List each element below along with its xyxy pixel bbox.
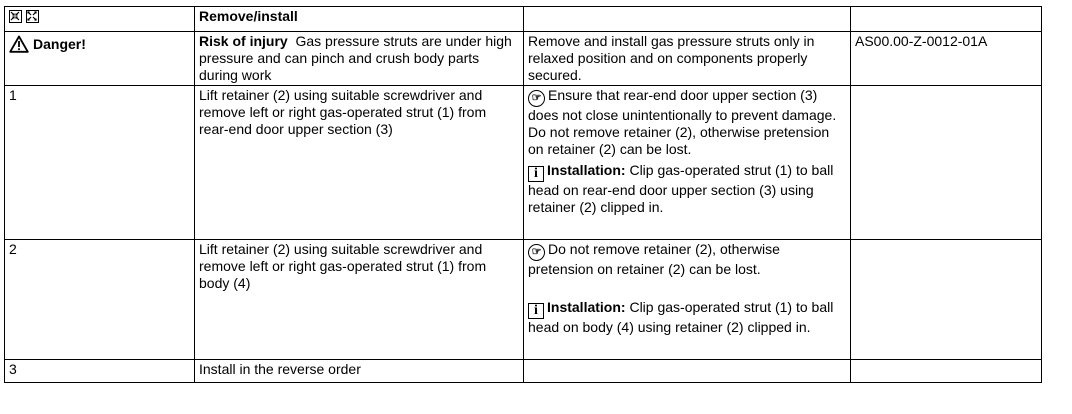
step-notes-cell bbox=[524, 86, 851, 240]
risk-cell bbox=[195, 32, 524, 86]
step-number: 2 bbox=[5, 240, 195, 360]
notice-block bbox=[528, 241, 846, 278]
info-icon: i bbox=[528, 166, 544, 182]
step-empty-cell bbox=[851, 86, 1042, 240]
notice-text-2: Do not remove retainer (2), otherwise pretension on retainer (2) can be lost. bbox=[528, 124, 830, 157]
header-empty-cell bbox=[851, 7, 1042, 32]
step-notes-cell bbox=[524, 240, 851, 360]
warning-triangle-icon bbox=[9, 35, 29, 53]
step-number: 3 bbox=[5, 360, 195, 383]
risk-text: Gas pressure struts are under high pressure and can pinch and crush body parts during work bbox=[199, 33, 512, 83]
step-row bbox=[5, 360, 1042, 383]
installation-text: Clip gas-operated strut (1) to ball head on rear-end door upper section (3) using retainer (2) clipped in. bbox=[528, 162, 834, 215]
danger-cell bbox=[5, 32, 195, 86]
step-instruction: Lift retainer (2) using suitable screwdriver and remove left or right gas-operated strut (1) from rear-end door upper section (3) bbox=[195, 86, 524, 240]
remove-icon bbox=[9, 10, 22, 23]
header-icons-cell bbox=[5, 7, 195, 32]
danger-row bbox=[5, 32, 1042, 86]
risk-label: Risk of injury bbox=[199, 33, 288, 49]
notice-text: Ensure that rear-end door upper section (3) does not close unintentionally to prevent damage. bbox=[528, 87, 837, 123]
info-icon: i bbox=[528, 303, 544, 319]
danger-label: Danger! bbox=[33, 35, 86, 52]
document-code: AS00.00-Z-0012-01A bbox=[851, 32, 1042, 86]
installation-note bbox=[528, 299, 846, 336]
installation-note bbox=[528, 162, 846, 216]
step-instruction: Install in the reverse order bbox=[195, 360, 524, 383]
remedy-text: Remove and install gas pressure struts only in relaxed position and on components properly secured. bbox=[524, 32, 851, 86]
installation-label: Installation: bbox=[547, 162, 626, 178]
procedure-table bbox=[4, 6, 1042, 383]
step-row bbox=[5, 86, 1042, 240]
step-empty-cell bbox=[851, 240, 1042, 360]
notice-text: Do not remove retainer (2), otherwise pretension on retainer (2) can be lost. bbox=[528, 241, 780, 277]
installation-label: Installation: bbox=[547, 299, 626, 315]
header-row bbox=[5, 7, 1042, 32]
step-empty-cell bbox=[524, 360, 851, 383]
step-empty-cell bbox=[851, 360, 1042, 383]
header-empty-cell bbox=[524, 7, 851, 32]
notice-icon: ☞ bbox=[528, 244, 545, 261]
installation-text: Clip gas-operated strut (1) to ball head on body (4) using retainer (2) clipped in. bbox=[528, 299, 834, 335]
step-number: 1 bbox=[5, 86, 195, 240]
header-title: Remove/install bbox=[195, 7, 524, 32]
step-row bbox=[5, 240, 1042, 360]
step-instruction: Lift retainer (2) using suitable screwdriver and remove left or right gas-operated strut (1) from body (4) bbox=[195, 240, 524, 360]
install-icon bbox=[26, 10, 39, 23]
notice-block bbox=[528, 87, 846, 124]
notice-icon: ☞ bbox=[528, 90, 545, 107]
